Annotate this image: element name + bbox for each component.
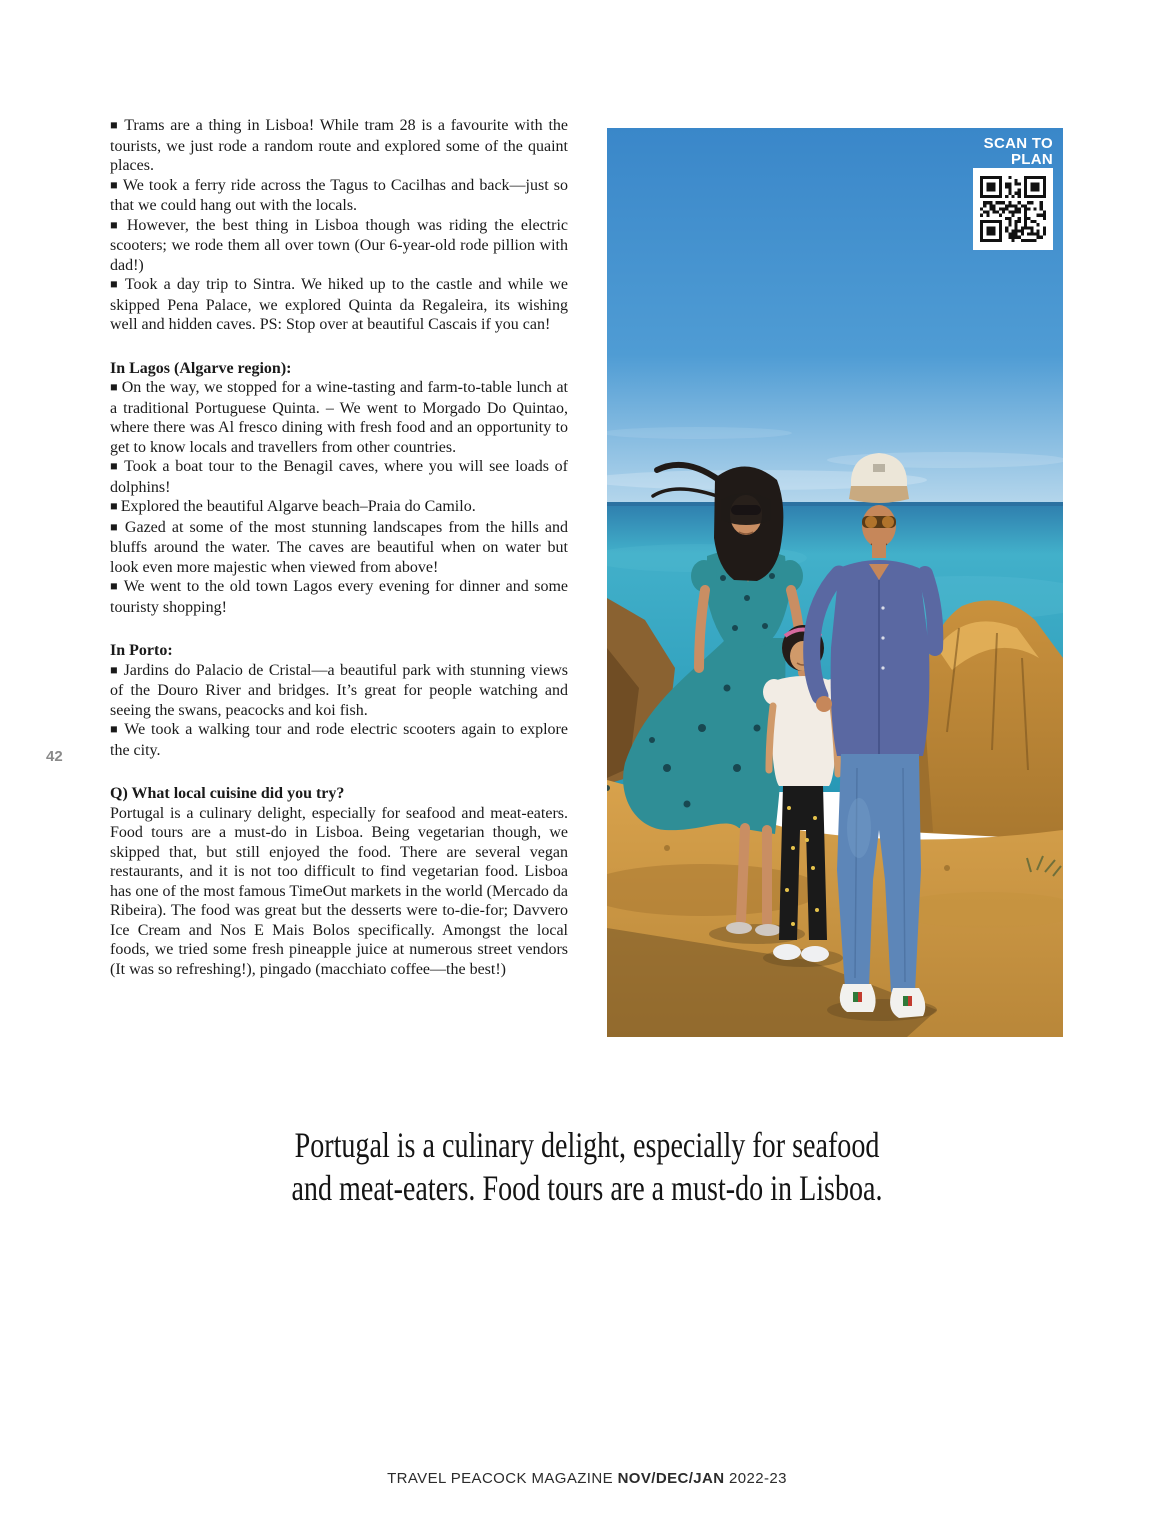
page-number: 42 [46,748,63,765]
qr-code [973,168,1053,250]
footer-issue: NOV/DEC/JAN [617,1470,725,1487]
bullet-item [110,497,568,518]
family-photo [607,128,1063,1037]
page-footer [0,1470,1174,1487]
answer-paragraph: Portugal is a culinary delight, especially for seafood and meat-eaters. Food tours are a must-do in Lisboa. Being vegetarian though, we skipped that, but still enjoyed the food. There are several vegan restaurants, and it is not too difficult to find vegetarian food. Lisboa has one of the most famous TimeOut markets in the world (Mercado da Ribeira). The food was great but the desserts were to-die-for; Davvero Ice Cream and Nos E Mais Bolos specifically. Amongst the local foods, we tried some fresh pineapple juice at numerous street vendors (It was so refreshing!), pingado (macchiato coffee—the best!) [110,804,568,978]
bullet-item [110,661,568,721]
bullet-text: Explored the beautiful Algarve beach–Praia do Camilo. [120,498,476,515]
qr-code-pattern [980,176,1046,242]
question-heading: Q) What local cuisine did you try? [110,785,345,802]
footer-magazine-name: TRAVEL PEACOCK MAGAZINE [387,1470,618,1487]
bullet-item [110,378,568,457]
bullet-text: However, the best thing in Lisboa though was riding the electric scooters; we rode them all over town (Our 6-year-old rode pillion with dad!) [110,216,568,274]
bullet-item [110,720,568,760]
bullet-item [110,457,568,497]
bullet-text: We took a walking tour and rode electric scooters again to explore the city. [110,721,568,759]
bullet-text: Took a day trip to Sintra. We hiked up to the castle and while we skipped Pena Palace, we explored Quinta da Regaleira, its wishing well and hidden caves. PS: Stop over at beautiful Cascais if you can! [110,276,568,333]
bullet-text: Jardins do Palacio de Cristal—a beautiful park with stunning views of the Douro River and bridges. It’s great for people watching and seeing the swans, peacocks and koi fish. [110,661,568,719]
section-heading-porto: In Porto: [110,642,173,659]
section-heading-lagos: In Lagos (Algarve region): [110,359,292,377]
bullet-item [110,176,568,216]
scan-to-plan-label: SCAN TO PLAN [983,135,1053,168]
photo-illustration [607,128,1063,1037]
article-text-column [110,116,568,979]
bullet-text: Took a boat tour to the Benagil caves, where you will see loads of dolphins! [110,458,568,496]
bullet-text: Gazed at some of the most stunning landscapes from the hills and bluffs around the water. The caves are beautiful when on water but look even more majestic when viewed from above! [110,518,569,576]
bullet-item [110,518,568,578]
pull-quote-section [0,1124,1174,1210]
bullet-text: On the way, we stopped for a wine-tasting and farm-to-table lunch at a traditional Portuguese Quinta. – We went to Morgado Do Quintao, where there was Al fresco dining with fresh food and an opportunity to get to know locals and travellers from other countries. [110,379,568,456]
bullet-text: We went to the old town Lagos every evening for dinner and some touristy shopping! [110,578,568,616]
bullet-item [110,275,568,335]
bullet-text: Trams are a thing in Lisboa! While tram 28 is a favourite with the tourists, we just rode a random route and explored some of the quaint places. [110,117,568,174]
pull-quote: Portugal is a culinary delight, especially for seafood and meat-eaters. Food tours are a must-do in Lisboa. [291,1125,883,1208]
footer-year: 2022-23 [724,1470,787,1487]
bullet-text: We took a ferry ride across the Tagus to Cacilhas and back—just so that we could hang out with the locals. [110,176,568,214]
bullet-item [110,216,568,276]
bullet-item [110,116,568,176]
bullet-item [110,577,568,617]
